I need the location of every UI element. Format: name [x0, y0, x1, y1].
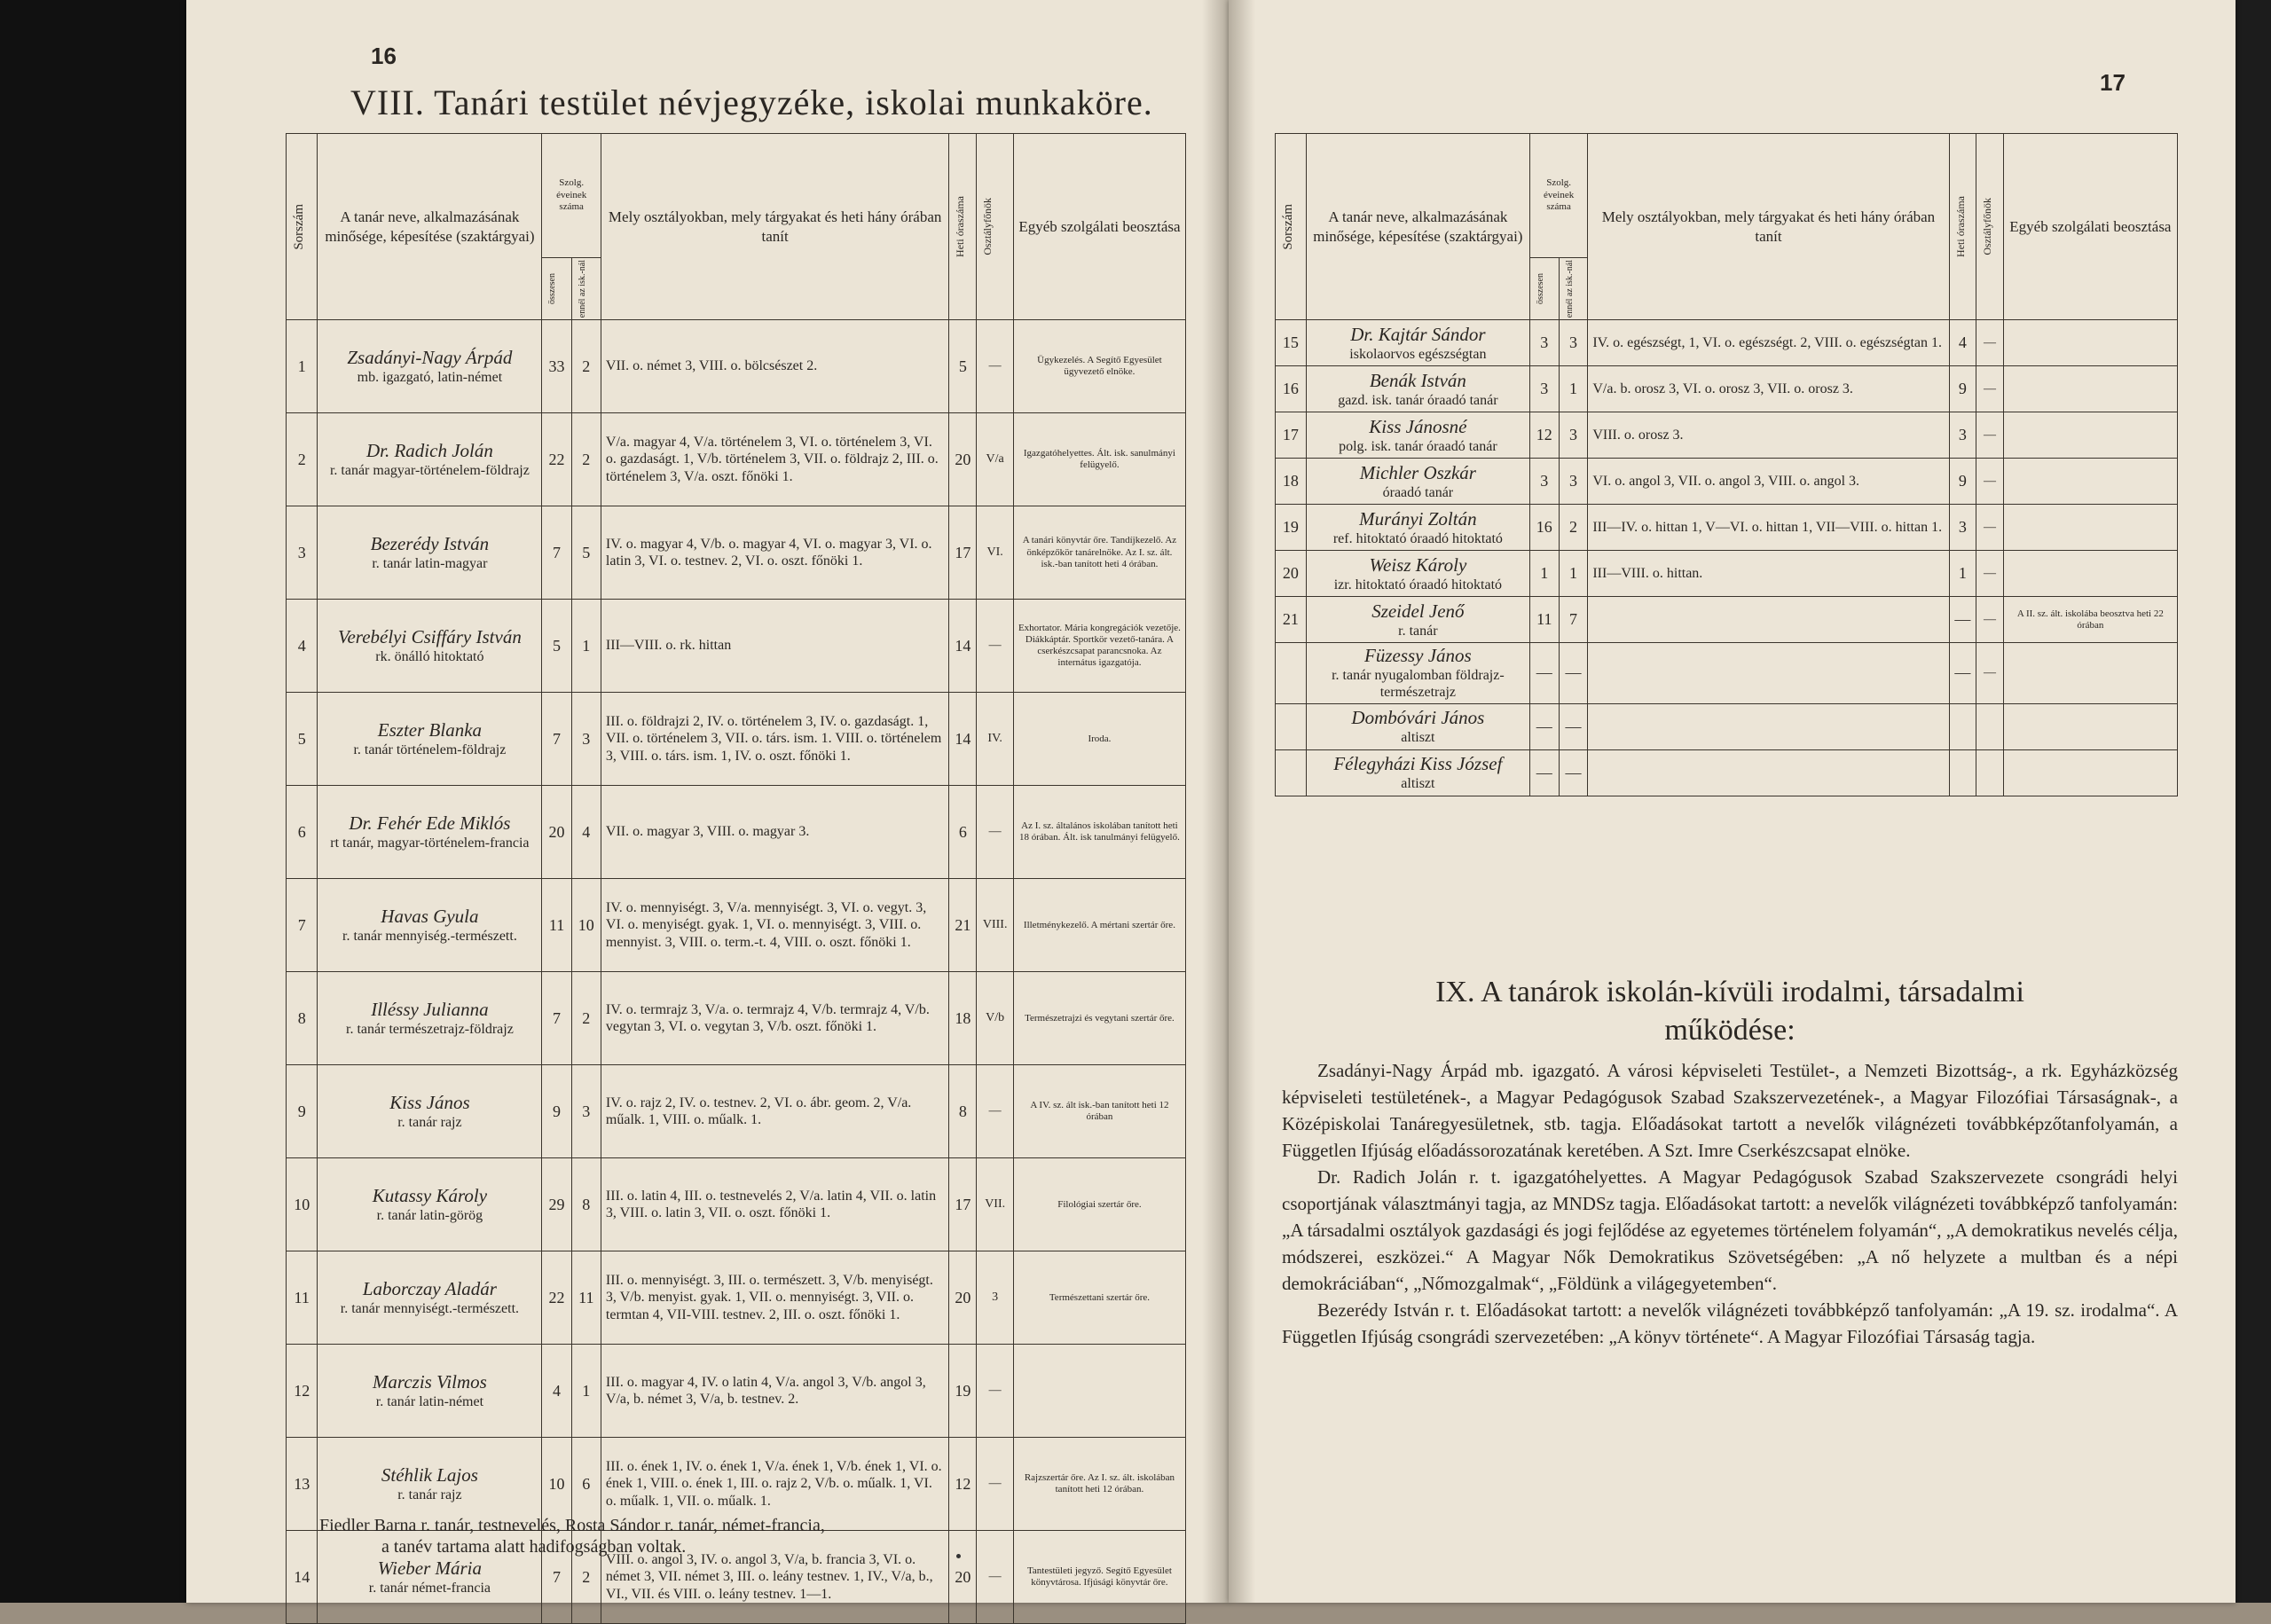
cell-years-total: 12 — [1529, 412, 1559, 459]
cell-years-total: 22 — [542, 413, 571, 506]
teacher-role: r. tanár német-francia — [368, 1581, 491, 1597]
cell-sorszam: 19 — [1276, 505, 1307, 551]
teacher-name: Weisz Károly — [1369, 553, 1467, 576]
cell-form-master: — — [1976, 551, 2004, 597]
cell-name — [318, 1065, 542, 1158]
cell-years-total: 11 — [1529, 597, 1559, 643]
cell-sorszam: 8 — [287, 972, 318, 1065]
cell-other-duty: Ügykezelés. A Segítő Egyesület ügyvezető elnöke. — [1013, 320, 1185, 413]
cell-weekly-hours: 3 — [1949, 505, 1976, 551]
cell-name — [1306, 412, 1529, 459]
cell-form-master: — — [1976, 320, 2004, 366]
cell-sorszam: 20 — [1276, 551, 1307, 597]
cell-years-school: 2 — [571, 1531, 601, 1624]
table-row — [1276, 703, 2178, 749]
cell-form-master: — — [977, 600, 1013, 693]
cell-sorszam: 4 — [287, 600, 318, 693]
teacher-role: r. tanár mennyiségt.-természett. — [340, 1301, 520, 1317]
cell-years-total: 5 — [542, 600, 571, 693]
teacher-role: r. tanár nyugalomban földrajz-természetrajz — [1332, 668, 1505, 701]
col-header-years: Szolg. éveinek száma — [1529, 134, 1587, 258]
table-row — [1276, 366, 2178, 412]
cell-years-total: — — [1529, 643, 1559, 703]
cell-other-duty: Filológiai szertár őre. — [1013, 1158, 1185, 1251]
table-row — [287, 879, 1186, 972]
cell-years-total: 7 — [542, 506, 571, 600]
cell-form-master — [1976, 749, 2004, 796]
cell-years-school: 2 — [1559, 505, 1588, 551]
table-row — [287, 693, 1186, 786]
cell-classes: III—IV. o. hittan 1, V—VI. o. hittan 1, VII—VIII. o. hittan 1. — [1588, 505, 1949, 551]
cell-other-duty: Illetménykezelő. A mértani szertár őre. — [1013, 879, 1185, 972]
cell-weekly-hours: 17 — [949, 1158, 977, 1251]
cell-years-school: 1 — [1559, 366, 1588, 412]
table-row — [1276, 320, 2178, 366]
cell-classes: III. o. ének 1, IV. o. ének 1, V/a. ének 1, V/b. ének 1, VI. o. ének 1, VIII. o. ének 1, III. o. rajz 2, V/b. o. műalk. 1, VI. o. műalk. 1, VII. o. műalk. 1. — [601, 1438, 948, 1531]
cell-classes: V/a. b. orosz 3, VI. o. orosz 3, VII. o. orosz 3. — [1588, 366, 1949, 412]
activities-text — [1282, 1057, 2178, 1350]
teacher-name: Füzessy János — [1364, 645, 1472, 667]
cell-other-duty: A IV. sz. ált isk.-ban tanított heti 12 órában — [1013, 1065, 1185, 1158]
cell-years-school: 2 — [571, 413, 601, 506]
teacher-name: Stéhlik Lajos — [381, 1464, 478, 1487]
cell-classes: III. o. földrajzi 2, IV. o. történelem 3, IV. o. gazdaságt. 1, VII. o. történelem 3, VII. o. társ. ism. 1. VIII. o. történelem 3, VIII. o. társ. ism. 1, IV. o. oszt. főnöki 1. — [601, 693, 948, 786]
cell-other-duty: Exhortator. Mária kongregációk vezetője. Diákkáptár. Sportkör vezető-tanára. A cserkészcsapat parancsnoka. Az internátus igazgatója. — [1013, 600, 1185, 693]
cell-name — [318, 506, 542, 600]
page-number-left: 16 — [371, 43, 397, 69]
teacher-role: r. tanár történelem-földrajz — [353, 742, 507, 758]
teacher-role: r. tanár mennyiség.-természett. — [342, 929, 517, 945]
table-row — [287, 506, 1186, 600]
cell-weekly-hours: 18 — [949, 972, 977, 1065]
cell-other-duty — [2003, 320, 2177, 366]
cell-form-master: VI. — [977, 506, 1013, 600]
cell-other-duty — [1013, 1345, 1185, 1438]
teacher-name: Laborczay Aladár — [362, 1278, 497, 1300]
cell-years-total: 11 — [542, 879, 571, 972]
cell-sorszam — [1276, 643, 1307, 703]
cell-years-total: 4 — [542, 1345, 571, 1438]
cell-years-total: 10 — [542, 1438, 571, 1531]
cell-name — [1306, 459, 1529, 505]
table-row — [1276, 749, 2178, 796]
cell-name — [318, 320, 542, 413]
cell-name — [1306, 505, 1529, 551]
cell-years-school: — — [1559, 643, 1588, 703]
cell-name — [318, 693, 542, 786]
cell-classes: III. o. magyar 4, IV. o latin 4, V/a. angol 3, V/b. angol 3, V/a, b. német 3, V/a, b. testnev. 2. — [601, 1345, 948, 1438]
cell-weekly-hours: 6 — [949, 786, 977, 879]
table-row — [1276, 412, 2178, 459]
teacher-role: iskolaorvos egészségtan — [1349, 346, 1487, 362]
cell-years-school: 3 — [1559, 412, 1588, 459]
cell-weekly-hours: 3 — [1949, 412, 1976, 459]
teacher-table-left — [286, 133, 1186, 1624]
cell-form-master: — — [1976, 597, 2004, 643]
left-page — [186, 0, 1230, 1603]
col-header-weekly: Heti óraszáma — [949, 134, 977, 320]
col-header-classes: Mely osztályokban, mely tárgyakat és heti hány órában tanít — [1588, 134, 1949, 320]
cell-form-master: IV. — [977, 693, 1013, 786]
cell-other-duty — [2003, 505, 2177, 551]
cell-years-school: 1 — [571, 600, 601, 693]
cell-classes — [1588, 749, 1949, 796]
teacher-name: Dombóvári János — [1351, 707, 1485, 729]
scan-background-right — [2236, 0, 2271, 1603]
cell-form-master: V/a — [977, 413, 1013, 506]
cell-form-master: VIII. — [977, 879, 1013, 972]
cell-name — [1306, 320, 1529, 366]
cell-name — [1306, 366, 1529, 412]
cell-sorszam: 6 — [287, 786, 318, 879]
teacher-name: Murányi Zoltán — [1359, 507, 1477, 530]
cell-years-school: — — [1559, 749, 1588, 796]
cell-classes: IV. o. magyar 4, V/b. o. magyar 4, VI. o. magyar 3, VI. o. latin 3, VI. o. testnev. 2, VI. o. oszt. főnöki 1. — [601, 506, 948, 600]
cell-years-school: 5 — [571, 506, 601, 600]
col-header-sorszam: Sorszám — [1276, 134, 1307, 320]
cell-classes: VII. o. német 3, VIII. o. bölcsészet 2. — [601, 320, 948, 413]
cell-sorszam: 7 — [287, 879, 318, 972]
cell-sorszam: 1 — [287, 320, 318, 413]
section-heading-ix-line-1: IX. A tanárok iskolán-kívüli irodalmi, társadalmi — [1435, 976, 2024, 1008]
cell-years-total: 33 — [542, 320, 571, 413]
cell-years-school: 2 — [571, 320, 601, 413]
cell-form-master: — — [977, 1345, 1013, 1438]
teacher-name: Michler Oszkár — [1359, 461, 1476, 483]
cell-sorszam: 21 — [1276, 597, 1307, 643]
cell-years-school: 1 — [1559, 551, 1588, 597]
col-header-classes: Mely osztályokban, mely tárgyakat és heti hány órában tanít — [601, 134, 948, 320]
teacher-name: Bezerédy István — [370, 533, 490, 555]
teacher-name: Dr. Fehér Ede Miklós — [349, 812, 511, 835]
book-gutter-shadow — [1202, 0, 1255, 1603]
cell-years-school: 7 — [1559, 597, 1588, 643]
teacher-name: Verebélyi Csiffáry István — [337, 626, 522, 648]
cell-form-master — [1976, 703, 2004, 749]
cell-weekly-hours: — — [1949, 643, 1976, 703]
cell-sorszam: 13 — [287, 1438, 318, 1531]
footnote-line-2: a tanév tartama alatt hadifogságban voltak. — [381, 1537, 687, 1557]
teacher-role: r. tanár — [1398, 623, 1438, 639]
cell-years-school: 11 — [571, 1251, 601, 1345]
cell-name — [318, 972, 542, 1065]
table-row — [287, 972, 1186, 1065]
cell-other-duty — [2003, 749, 2177, 796]
table-row — [287, 1345, 1186, 1438]
cell-classes: VIII. o. angol 3, IV. o. angol 3, V/a, b. francia 3, VI. o. német 3, VII. német 3, III. o. leány testnev. 1, IV., V/a, b., VI., VII. és VIII. o. leány testnev. 1—1. — [601, 1531, 948, 1624]
cell-classes: IV. o. termrajz 3, V/a. o. termrajz 4, V/b. termrajz 4, V/b. vegytan 3, VI. o. vegytan 3, V/b. oszt. főnöki 1. — [601, 972, 948, 1065]
cell-years-total: 3 — [1529, 459, 1559, 505]
cell-years-total: — — [1529, 749, 1559, 796]
table-row — [287, 786, 1186, 879]
cell-years-school: 6 — [571, 1438, 601, 1531]
cell-name — [1306, 643, 1529, 703]
cell-years-school: 8 — [571, 1158, 601, 1251]
cell-name — [1306, 597, 1529, 643]
cell-sorszam: 2 — [287, 413, 318, 506]
col-header-name: A tanár neve, alkalmazásának minősége, képesítése (szaktárgyai) — [1306, 134, 1529, 320]
cell-other-duty: Az I. sz. általános iskolában tanított heti 18 órában. Ált. isk tanulmányi felügyelő. — [1013, 786, 1185, 879]
cell-years-school: 3 — [1559, 320, 1588, 366]
cell-weekly-hours: 19 — [949, 1345, 977, 1438]
table-row — [287, 600, 1186, 693]
cell-weekly-hours: 8 — [949, 1065, 977, 1158]
table-row — [287, 1158, 1186, 1251]
cell-sorszam: 16 — [1276, 366, 1307, 412]
cell-classes: IV. o. mennyiségt. 3, V/a. mennyiségt. 3, VI. o. vegyt. 3, VI. o. menyiségt. gyak. 1, VI. o. mennyiségt. 3, VIII. o. mennyist. 3, VIII. o. term.-t. 4, VIII. o. oszt. főnöki 1. — [601, 879, 948, 972]
cell-weekly-hours: 20 — [949, 1251, 977, 1345]
teacher-name: Kutassy Károly — [372, 1185, 488, 1207]
cell-years-school: 3 — [571, 1065, 601, 1158]
teacher-name: Benák István — [1369, 369, 1466, 391]
cell-years-school: 3 — [571, 693, 601, 786]
cell-other-duty: Tantestületi jegyző. Segítő Egyesület könyvtárosa. Ifjúsági könyvtár őre. — [1013, 1531, 1185, 1624]
cell-classes: VIII. o. orosz 3. — [1588, 412, 1949, 459]
teacher-role: r. tanár latin-görög — [376, 1208, 483, 1224]
cell-years-school: — — [1559, 703, 1588, 749]
cell-classes: VI. o. angol 3, VII. o. angol 3, VIII. o. angol 3. — [1588, 459, 1949, 505]
teacher-name: Félegyházi Kiss József — [1333, 753, 1503, 775]
teacher-role: r. tanár természetrajz-földrajz — [346, 1022, 514, 1038]
cell-years-school: 2 — [571, 972, 601, 1065]
cell-classes: III—VIII. o. hittan. — [1588, 551, 1949, 597]
cell-classes: III. o. mennyiségt. 3, III. o. természett. 3, V/b. menyiségt. 3, V/b. menyist. gyak. 1, VII. o. mennyiségt. 3, VII. o. termtan 4, VII-VIII. testnev. 2, III. o. oszt. főnöki 1. — [601, 1251, 948, 1345]
cell-form-master: — — [1976, 505, 2004, 551]
cell-weekly-hours: — — [1949, 597, 1976, 643]
teacher-role: r. tanár rajz — [397, 1115, 462, 1131]
cell-form-master: — — [977, 1438, 1013, 1531]
cell-weekly-hours: 20 — [949, 413, 977, 506]
cell-name — [318, 879, 542, 972]
teacher-role: mb. igazgató, latin-német — [357, 370, 503, 386]
cell-other-duty — [2003, 459, 2177, 505]
cell-sorszam: 10 — [287, 1158, 318, 1251]
teacher-name: Szeidel Jenő — [1371, 600, 1465, 622]
cell-other-duty: A tanári könyvtár őre. Tandíjkezelő. Az önképzőkör tanárelnöke. Az I. sz. ált. isk.-ban tanított heti 4 órában. — [1013, 506, 1185, 600]
cell-form-master: — — [977, 786, 1013, 879]
cell-name — [318, 1158, 542, 1251]
cell-weekly-hours: 12 — [949, 1438, 977, 1531]
cell-sorszam: 5 — [287, 693, 318, 786]
cell-name — [318, 413, 542, 506]
cell-years-total: 16 — [1529, 505, 1559, 551]
cell-other-duty: Rajzszertár őre. Az I. sz. ált. iskolában tanított heti 12 órában. — [1013, 1438, 1185, 1531]
table-row — [1276, 551, 2178, 597]
teacher-role: altiszt — [1401, 730, 1435, 746]
cell-sorszam: 17 — [1276, 412, 1307, 459]
teacher-role: óraadó tanár — [1382, 484, 1454, 500]
cell-sorszam — [1276, 749, 1307, 796]
table-row — [1276, 643, 2178, 703]
cell-classes — [1588, 703, 1949, 749]
cell-weekly-hours: 5 — [949, 320, 977, 413]
cell-classes: III. o. latin 4, III. o. testnevelés 2, V/a. latin 4, VII. o. latin 3, VIII. o. latin 3, VII. o. oszt. főnöki 1. — [601, 1158, 948, 1251]
page-number-right: 17 — [2100, 69, 2126, 96]
section-heading-ix-line-2: működése: — [1664, 1013, 1796, 1047]
cell-weekly-hours: 9 — [1949, 459, 1976, 505]
print-dot — [956, 1554, 961, 1558]
cell-other-duty: Természetrajzi és vegytani szertár őre. — [1013, 972, 1185, 1065]
cell-name — [318, 1345, 542, 1438]
cell-years-school: 10 — [571, 879, 601, 972]
cell-name — [318, 786, 542, 879]
section-heading-ix — [1344, 974, 2116, 1049]
scan-background-left — [0, 0, 186, 1603]
cell-sorszam — [1276, 703, 1307, 749]
footnote — [319, 1515, 825, 1557]
table-row — [1276, 597, 2178, 643]
paragraph: Zsadányi-Nagy Árpád mb. igazgató. A városi képviseleti Testület-, a Nemzeti Bizottság-, a rk. Egyházközség képviseleti testületének-, a Magyar Pedagógusok Szabad Szakszervezetének-, a Magyar Filozófiai Társaságnak-, a Középiskolai Tanáregyesületnek, stb. tagja. Előadásokat tartott a nevelők világnézeti továbbképzőtanfolyamán, a Független Ifjúság előadássorozatának keretében. A Szt. Imre Cserkészcsapat elnöke. — [1282, 1060, 2178, 1162]
cell-years-school: 1 — [571, 1345, 601, 1438]
cell-weekly-hours: 14 — [949, 600, 977, 693]
col-header-name: A tanár neve, alkalmazásának minősége, képesítése (szaktárgyai) — [318, 134, 542, 320]
cell-other-duty: A II. sz. ált. iskolába beosztva heti 22 órában — [2003, 597, 2177, 643]
cell-name — [318, 600, 542, 693]
cell-classes: IV. o. rajz 2, IV. o. testnev. 2, VI. o. ábr. geom. 2, V/a. műalk. 1, VIII. o. műalk. 1. — [601, 1065, 948, 1158]
cell-name — [1306, 551, 1529, 597]
cell-sorszam: 11 — [287, 1251, 318, 1345]
cell-name — [1306, 703, 1529, 749]
cell-form-master: — — [1976, 366, 2004, 412]
teacher-name: Havas Gyula — [381, 906, 479, 928]
cell-other-duty — [2003, 551, 2177, 597]
cell-weekly-hours: 14 — [949, 693, 977, 786]
cell-form-master: — — [977, 1065, 1013, 1158]
cell-weekly-hours: 20 — [949, 1531, 977, 1624]
cell-form-master: 3 — [977, 1251, 1013, 1345]
cell-other-duty: Természettani szertár őre. — [1013, 1251, 1185, 1345]
cell-classes: V/a. magyar 4, V/a. történelem 3, VI. o. történelem 3, VI. o. gazdaságt. 1, V/b. történelem 3, VII. o. földrajz 2, III. o. történelem 3, V/a. oszt. főnöki 1. — [601, 413, 948, 506]
cell-form-master: VII. — [977, 1158, 1013, 1251]
cell-name — [318, 1251, 542, 1345]
cell-form-master: — — [1976, 412, 2004, 459]
cell-weekly-hours — [1949, 703, 1976, 749]
cell-classes — [1588, 597, 1949, 643]
teacher-name: Kiss Jánosné — [1369, 415, 1467, 437]
teacher-name: Illéssy Julianna — [371, 999, 489, 1021]
teacher-name: Dr. Kajtár Sándor — [1350, 323, 1486, 345]
table-row — [1276, 505, 2178, 551]
col-header-weekly: Heti óraszáma — [1949, 134, 1976, 320]
footnote-line-1: Fiedler Barna r. tanár, testnevelés, Rosta Sándor r. tanár, német-francia, — [319, 1516, 825, 1535]
col-header-years-school: ennél az isk.-nál — [571, 258, 601, 320]
cell-years-total: 29 — [542, 1158, 571, 1251]
cell-form-master: — — [977, 320, 1013, 413]
table-row — [287, 320, 1186, 413]
teacher-name: Zsadányi-Nagy Árpád — [347, 347, 513, 369]
teacher-name: Kiss János — [389, 1092, 470, 1114]
teacher-role: r. tanár latin-magyar — [372, 556, 488, 572]
cell-years-total: 9 — [542, 1065, 571, 1158]
col-header-duty: Egyéb szolgálati beosztása — [2003, 134, 2177, 320]
table-row — [287, 1065, 1186, 1158]
cell-classes: IV. o. egészségt, 1, VI. o. egészségt. 2, VIII. o. egészségtan 1. — [1588, 320, 1949, 366]
cell-sorszam: 18 — [1276, 459, 1307, 505]
cell-weekly-hours: 4 — [1949, 320, 1976, 366]
cell-form-master: — — [1976, 643, 2004, 703]
teacher-name: Dr. Radich Jolán — [365, 440, 493, 462]
cell-weekly-hours: 21 — [949, 879, 977, 972]
cell-years-school: 4 — [571, 786, 601, 879]
cell-other-duty — [2003, 366, 2177, 412]
table-row — [287, 413, 1186, 506]
cell-years-total: 1 — [1529, 551, 1559, 597]
cell-sorszam: 3 — [287, 506, 318, 600]
cell-years-total: 3 — [1529, 320, 1559, 366]
cell-years-total: 7 — [542, 1531, 571, 1624]
cell-weekly-hours — [1949, 749, 1976, 796]
teacher-role: rk. önálló hitoktató — [375, 649, 484, 665]
teacher-name: Wieber Mária — [377, 1557, 483, 1580]
right-page — [1229, 0, 2236, 1603]
table-row — [287, 1251, 1186, 1345]
cell-years-school: 3 — [1559, 459, 1588, 505]
cell-form-master: V/b — [977, 972, 1013, 1065]
col-header-sorszam: Sorszám — [287, 134, 318, 320]
cell-sorszam: 12 — [287, 1345, 318, 1438]
col-header-years-total: összesen — [542, 258, 571, 320]
teacher-name: Marczis Vilmos — [372, 1371, 487, 1393]
teacher-role: rt tanár, magyar-történelem-francia — [330, 836, 530, 851]
teacher-name: Eszter Blanka — [377, 719, 483, 741]
paragraph: Bezerédy István r. t. Előadásokat tartott: a nevelők világnézeti továbbképző tanfolyamán: „A 19. sz. irodalma“. A Független Ifjúság csongrádi szervezetében: „A könyv története“. A Magyar Filozófiai Társaság tagja. — [1282, 1299, 2178, 1348]
teacher-role: r. tanár magyar-történelem-földrajz — [329, 463, 530, 479]
col-header-years-school: ennél az isk.-nál — [1559, 258, 1588, 320]
col-header-years-total: összesen — [1529, 258, 1559, 320]
col-header-form: Osztályfőnök — [977, 134, 1013, 320]
cell-other-duty — [2003, 643, 2177, 703]
cell-name — [1306, 749, 1529, 796]
cell-classes — [1588, 643, 1949, 703]
teacher-role: polg. isk. tanár óraadó tanár — [1339, 438, 1497, 454]
cell-years-total: 22 — [542, 1251, 571, 1345]
cell-other-duty — [2003, 703, 2177, 749]
teacher-role: ref. hitoktató óraadó hitoktató — [1332, 530, 1503, 546]
teacher-role: izr. hitoktató óraadó hitoktató — [1333, 577, 1503, 592]
cell-other-duty: Iroda. — [1013, 693, 1185, 786]
table-row — [1276, 459, 2178, 505]
cell-sorszam: 15 — [1276, 320, 1307, 366]
cell-weekly-hours: 1 — [1949, 551, 1976, 597]
cell-years-total: 7 — [542, 693, 571, 786]
cell-classes: VII. o. magyar 3, VIII. o. magyar 3. — [601, 786, 948, 879]
paragraph: Dr. Radich Jolán r. t. igazgatóhelyettes. A Magyar Pedagógusok Szabad Szakszervezete csongrádi helyi csoportjának választmányi tagja, az MNDSz tagja. Előadásokat tartott: a nevelők világnézeti továbbképző tanfolyamán: „A társadalmi osztályok gazdasági és jogi fejlődése az egyetemes történelem folyamán“, „A demokratikus nevelés célja, módszerei, eszközei.“ A Magyar Nők Demokratikus Szövetségében: „A nő helyzete a multban és a népi demokráciában“, „Nőmozgalmak“, „Földünk a világegyetemben“. — [1282, 1166, 2178, 1295]
cell-other-duty: Igazgatóhelyettes. Ált. isk. sanulmányi felügyelő. — [1013, 413, 1185, 506]
cell-years-total: 20 — [542, 786, 571, 879]
col-header-form: Osztályfőnök — [1976, 134, 2004, 320]
cell-form-master: — — [1976, 459, 2004, 505]
teacher-role: gazd. isk. tanár óraadó tanár — [1338, 392, 1498, 408]
teacher-role: r. tanár latin-német — [375, 1394, 484, 1410]
cell-classes: III—VIII. o. rk. hittan — [601, 600, 948, 693]
teacher-role: altiszt — [1401, 776, 1435, 792]
cell-other-duty — [2003, 412, 2177, 459]
col-header-duty: Egyéb szolgálati beosztása — [1013, 134, 1185, 320]
cell-sorszam: 9 — [287, 1065, 318, 1158]
cell-form-master: — — [977, 1531, 1013, 1624]
cell-weekly-hours: 17 — [949, 506, 977, 600]
col-header-years: Szolg. éveinek száma — [542, 134, 601, 258]
teacher-role: r. tanár rajz — [397, 1487, 462, 1503]
cell-weekly-hours: 9 — [1949, 366, 1976, 412]
teacher-table-right — [1275, 133, 2178, 796]
cell-years-total: — — [1529, 703, 1559, 749]
cell-sorszam: 14 — [287, 1531, 318, 1624]
cell-years-total: 7 — [542, 972, 571, 1065]
cell-years-total: 3 — [1529, 366, 1559, 412]
section-heading-viii: VIII. Tanári testület névjegyzéke, iskolai munkaköre. — [350, 82, 1153, 122]
